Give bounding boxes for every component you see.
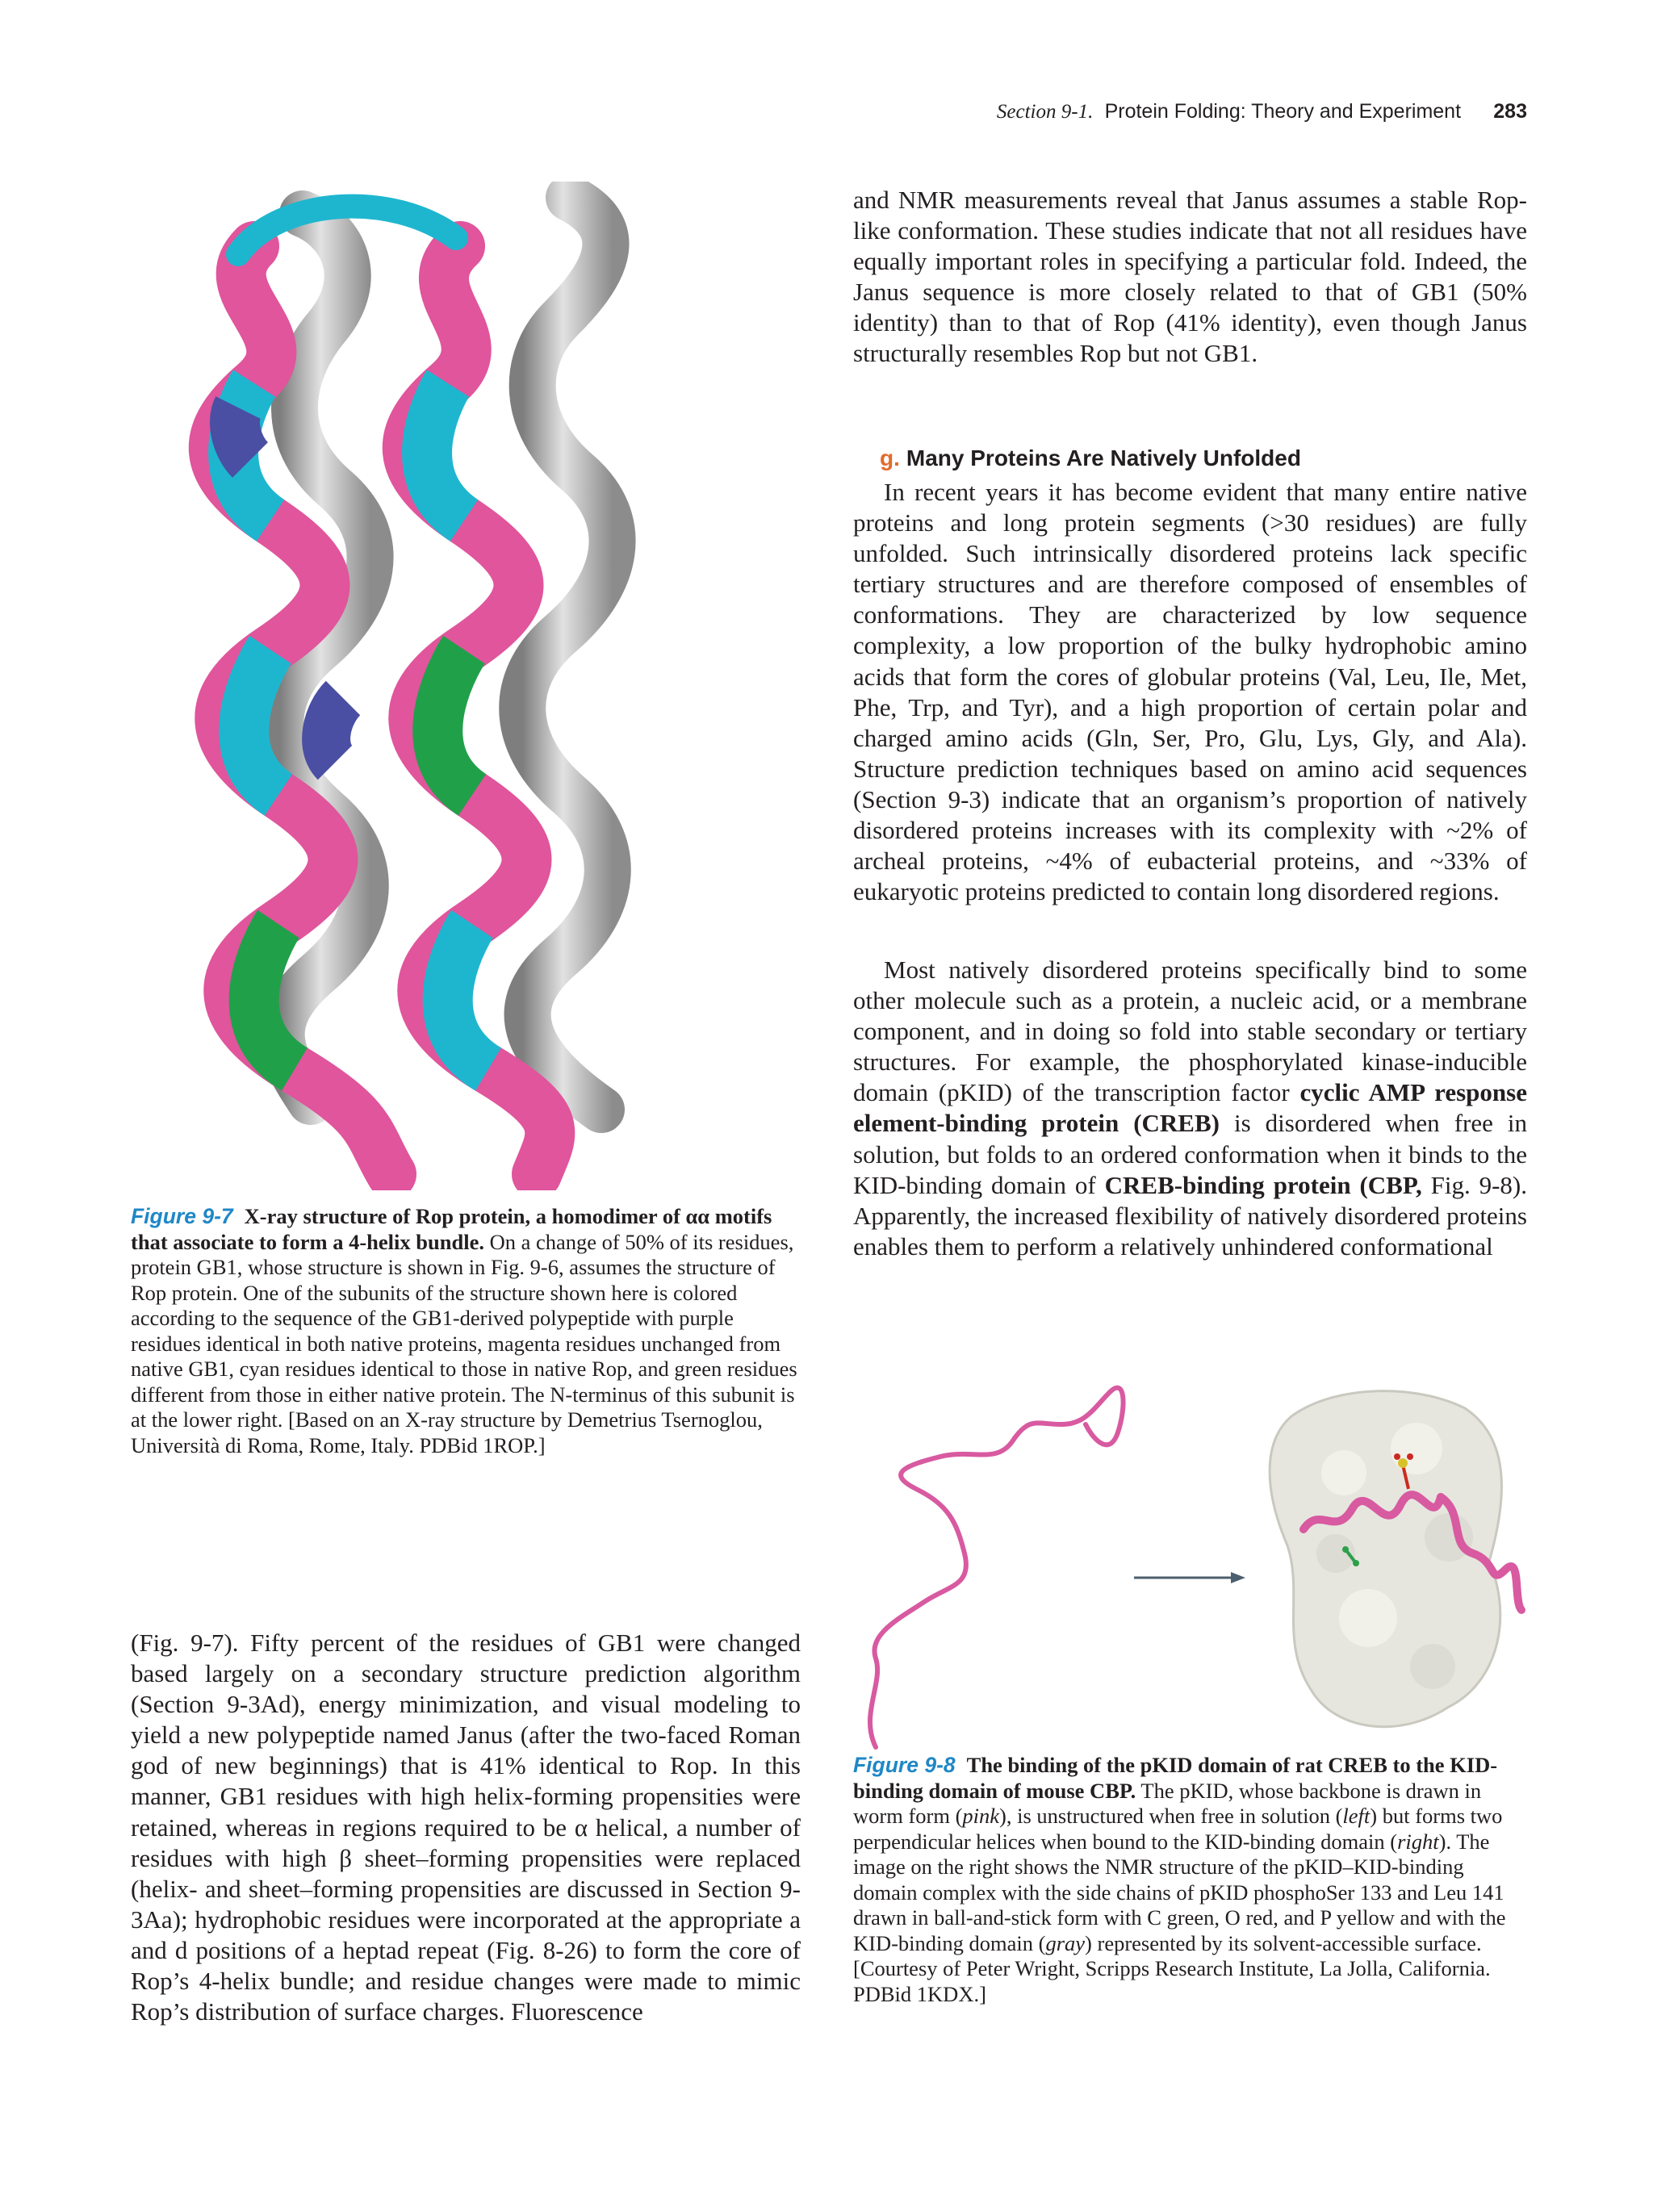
running-header — [565, 100, 1527, 123]
figure-9-8-t4: ). The image on the right shows the NMR structure of the pKID–KID-binding domain complex with the side chains of pKID phosphoSer 133 and Leu 141 drawn in ball-and-stick form with C green, O red, and P yellow and with the KID-binding domain ( — [853, 1829, 1506, 1955]
figure-9-8-i2: left — [1342, 1804, 1371, 1828]
right-para-3-d: Fig. 9-8). Apparently, the increased flexibility of natively disordered proteins enables them to perform a relatively unhindered conformational — [853, 1170, 1528, 1261]
right-para-3-c: is disordered when free in solution, but folds to an ordered conformation when it binds to the KID-binding domain of — [853, 1109, 1527, 1199]
right-para-3-a: Most natively disordered proteins specifically bind to some other molecule such as a protein, a nucleic acid, or a membrane component, and in doing so fold into stable secondary or tertiary structures. For example, the phosphorylated kinase-inducible domain (pKID) of the transcription factor — [853, 955, 1527, 1107]
left-column-paragraph: (Fig. 9-7). Fifty percent of the residues of GB1 were changed based largely on a secondary structure prediction algorithm (Section 9-3Ad), energy minimization, and visual modeling to yield a new polypeptide named Janus (after the two-faced Roman god of new beginnings) that is 41% identical to Rop. In this manner, GB1 residues with high helix-forming propensities were retained, whereas in regions required to be α helical, a number of residues with high β sheet–forming propensities were replaced (helix- and sheet–forming propensities are discussed in Section 9-3Aa); hydrophobic residues were incorporated at the appropriate a and d positions of a heptad repeat (Fig. 8-26) to form the core of Rop’s 4-helix bundle; and residue changes were made to mimic Rop’s distribution of surface charges. Fluorescence — [131, 1629, 801, 2026]
figure-9-8-t2: ), is unstructured when free in solution ( — [999, 1804, 1343, 1828]
section-heading-g — [880, 445, 1525, 471]
term-creb: cyclic AMP response element-binding protein (CREB) — [853, 1078, 1527, 1138]
figure-9-7-caption — [131, 1204, 801, 1458]
figure-9-8-t1: The pKID, whose backbone is drawn in worm form ( — [853, 1778, 1482, 1828]
figure-9-8-bold: The binding of the pKID domain of rat CREB to the KID-binding domain of mouse CBP. — [853, 1753, 1498, 1803]
figure-9-8-i4: gray — [1045, 1930, 1086, 1955]
section-letter: g. — [880, 445, 900, 470]
figure-9-7-bold: X-ray structure of Rop protein, a homodimer of αα motifs that associate to form a 4-helix bundle. — [131, 1204, 772, 1254]
figure-9-8-i1: pink — [962, 1804, 1000, 1828]
right-para-3 — [853, 955, 1527, 1262]
figure-9-8-caption — [853, 1753, 1527, 2007]
header-title: Protein Folding: Theory and Experiment — [1104, 100, 1462, 123]
header-section: Section 9-1. — [996, 101, 1094, 123]
right-para-2: In recent years it has become evident that many entire native proteins and long protein segments (>30 residues) are fully unfolded. Such intrinsically disordered proteins lack specific tertiary structures and are therefore composed of ensembles of conformations. They are characterized by low sequence complexity, a low proportion of the bulky hydrophobic amino acids that form the cores of globular proteins (Val, Leu, Ile, Met, Phe, Trp, and Tyr), and a high proportion of certain polar and charged amino acids (Gln, Ser, Pro, Glu, Lys, Gly, and Ala). Structure prediction techniques based on amino acid sequences (Section 9-3) indicate that an organism’s proportion of natively disordered proteins increases with its complexity with ~2% of archeal proteins, ~4% of eubacterial proteins, and ~33% of eukaryotic proteins predicted to contain long disordered regions. — [853, 478, 1527, 906]
figure-9-7-label: Figure 9-7 — [131, 1204, 233, 1228]
section-title: Many Proteins Are Natively Unfolded — [906, 445, 1301, 470]
figure-9-8-t5: ) represented by its solvent-accessible surface. [Courtesy of Peter Wright, Scripps Research Institute, La Jolla, California. PDBid 1KDX.] — [853, 1930, 1491, 2006]
figure-9-8-t3: ) but forms two perpendicular helices when bound to the KID-binding domain ( — [853, 1804, 1503, 1854]
term-cbp: CREB-binding protein (CBP, — [1104, 1170, 1422, 1199]
figure-9-8-label: Figure 9-8 — [853, 1753, 956, 1777]
figure-9-8-i3: right — [1397, 1829, 1439, 1854]
figure-9-7-image — [182, 182, 747, 1190]
figure-9-8-image — [852, 1376, 1530, 1755]
page-number: 283 — [1493, 100, 1527, 123]
figure-9-7-text: On a change of 50% of its residues, protein GB1, whose structure is shown in Fig. 9-6, assumes the structure of Rop protein. One of the subunits of the structure shown here is colored according to the sequence of the GB1-derived polypeptide with purple residues identical in both native proteins, magenta residues unchanged from native GB1, cyan residues identical to those in native Rop, and green residues different from those in either native protein. The N-terminus of this subunit is at the lower right. [Based on an X-ray structure by Demetrius Tsernoglou, Università di Roma, Rome, Italy. PDBid 1ROP.] — [131, 1229, 797, 1457]
right-para-1: and NMR measurements reveal that Janus assumes a stable Rop-like conformation. These studies indicate that not all residues have equally important roles in specifying a particular fold. Indeed, the Janus sequence is more closely related to that of GB1 (50% identity) than to that of Rop (41% identity), even though Janus structurally resembles Rop but not GB1. — [853, 186, 1527, 368]
